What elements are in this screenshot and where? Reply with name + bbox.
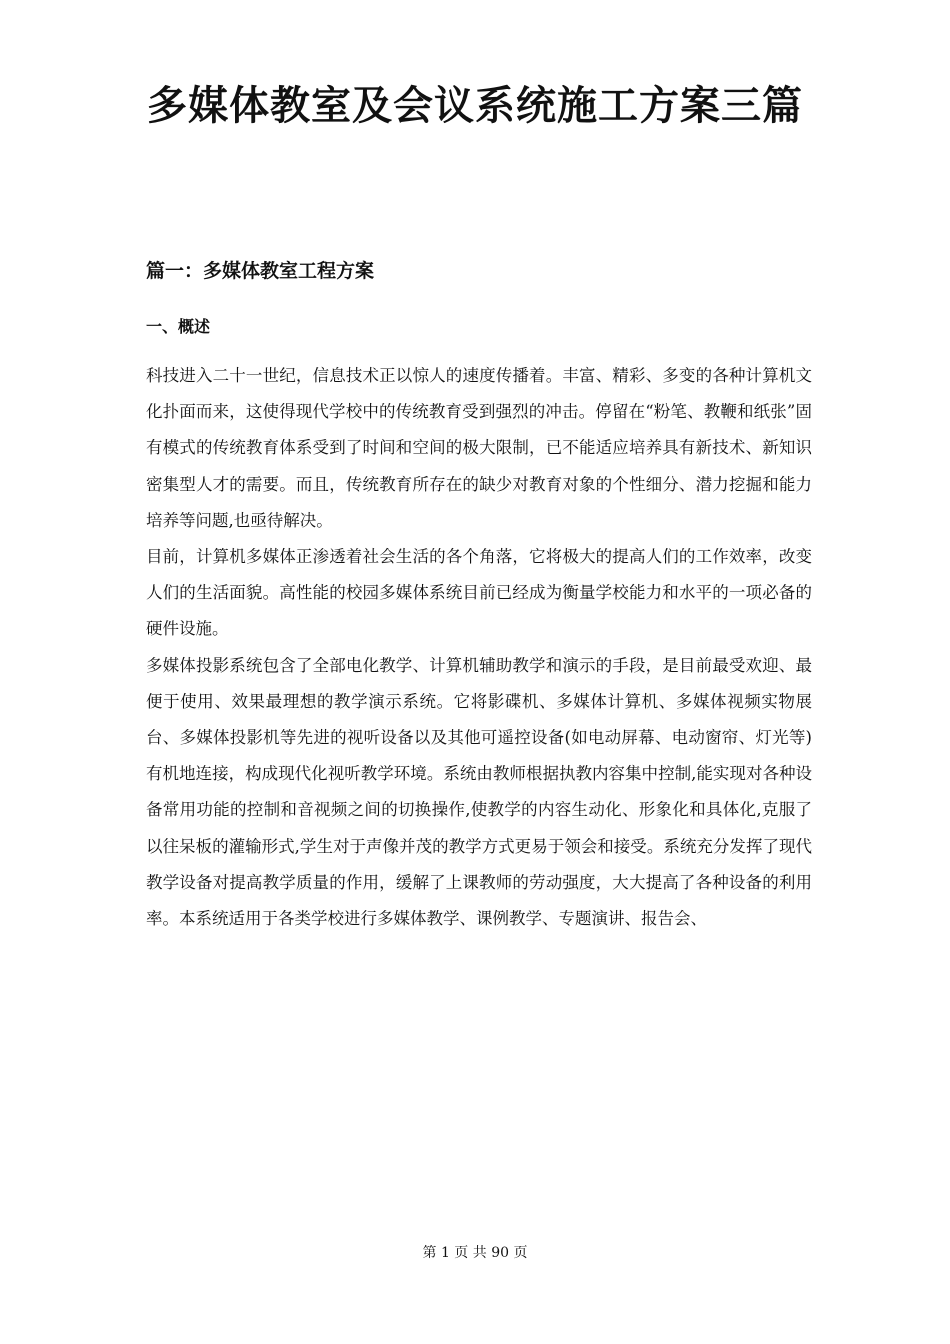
section-heading: 篇一：多媒体教室工程方案	[146, 260, 375, 282]
paragraph: 科技进入二十一世纪，信息技术正以惊人的速度传播着。丰富、精彩、多变的各种计算机文化扑面而来，这使得现代学校中的传统教育受到强烈的冲击。停留在“粉笔、教鞭和纸张”固有模式的传统教育体系受到了时间和空间的极大限制，已不能适应培养具有新技术、新知识密集型人才的需要。而且，传统教育所存在的缺少对教育对象的个性细分、潜力挖掘和能力培养等问题,也亟待解决。	[146, 366, 812, 530]
subheading-overview: 一、概述	[146, 317, 211, 336]
page-footer: 第 1 页 共 90 页	[422, 1245, 528, 1261]
document-title: 多媒体教室及会议系统施工方案三篇	[147, 83, 803, 129]
body-text	[146, 358, 812, 937]
paragraph: 多媒体投影系统包含了全部电化教学、计算机辅助教学和演示的手段，是目前最受欢迎、最便于使用、效果最理想的教学演示系统。它将影碟机、多媒体计算机、多媒体视频实物展台、多媒体投影机等先进的视听设备以及其他可遥控设备(如电动屏幕、电动窗帘、灯光等)有机地连接，构成现代化视听教学环境。系统由教师根据执教内容集中控制,能实现对各种设备常用功能的控制和音视频之间的切换操作,使教学的内容生动化、形象化和具体化,克服了以往呆板的灌输形式,学生对于声像并茂的教学方式更易于领会和接受。系统充分发挥了现代教学设备对提高教学质量的作用，缓解了上课教师的劳动强度，大大提高了各种设备的利用率。本系统适用于各类学校进行多媒体教学、课例教学、专题演讲、报告会、	[146, 655, 812, 929]
paragraph: 目前，计算机多媒体正渗透着社会生活的各个角落，它将极大的提高人们的工作效率，改变人们的生活面貌。高性能的校园多媒体系统目前已经成为衡量学校能力和水平的一项必备的硬件设施。	[146, 547, 812, 639]
